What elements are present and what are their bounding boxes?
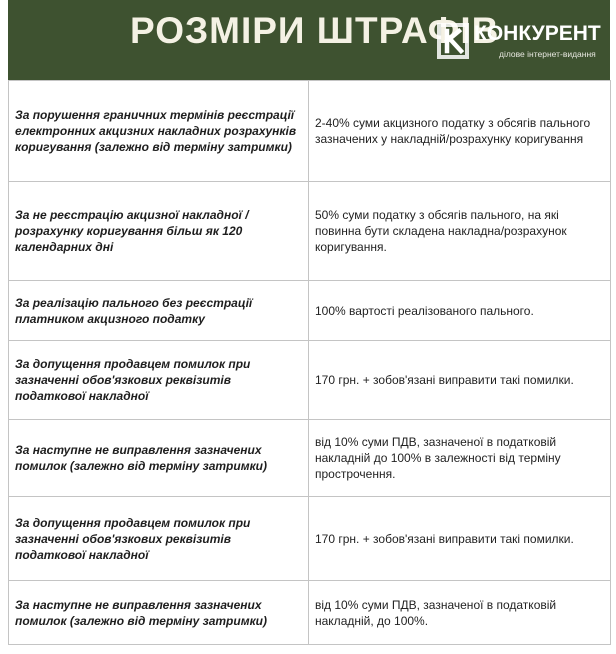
table-row <box>9 420 611 497</box>
violation-cell: За допущення продавцем помилок при зазначенні обов'язкових реквізитів податкової накладної <box>9 497 309 581</box>
penalty-cell: від 10% суми ПДВ, зазначеної в податковій накладній до 100% в залежності від терміну прострочення. <box>309 420 611 497</box>
table-row <box>9 497 611 581</box>
fines-table <box>8 80 611 645</box>
penalty-cell: 2-40% суми акцизного податку з обсягів пального зазначених у накладній/розрахунку коригування <box>309 81 611 182</box>
logo-tagline: ділове інтернет-видання <box>499 49 596 59</box>
violation-cell: За наступне не виправлення зазначених помилок (залежно від терміну затримки) <box>9 581 309 645</box>
penalty-cell: 170 грн. + зобов'язані виправити такі помилки. <box>309 497 611 581</box>
penalty-cell: 50% суми податку з обсягів пального, на які повинна бути складена накладна/розрахунок коригування. <box>309 182 611 281</box>
konkurent-logo-icon <box>436 22 470 60</box>
table-row <box>9 81 611 182</box>
violation-cell: За реалізацію пального без реєстрації платником акцизного податку <box>9 281 309 341</box>
table-row <box>9 341 611 420</box>
penalty-cell: від 10% суми ПДВ, зазначеної в податковій накладній, до 100%. <box>309 581 611 645</box>
penalty-cell: 170 грн. + зобов'язані виправити такі помилки. <box>309 341 611 420</box>
violation-cell: За допущення продавцем помилок при зазначенні обов'язкових реквізитів податкової накладної <box>9 341 309 420</box>
table-row <box>9 581 611 645</box>
logo-name: КОНКУРЕНТ <box>474 22 601 45</box>
header-banner <box>8 0 610 80</box>
table-row <box>9 182 611 281</box>
table-row <box>9 281 611 341</box>
page-title: РОЗМІРИ ШТРАФІВ <box>130 10 500 51</box>
violation-cell: За наступне не виправлення зазначених помилок (залежно від терміну затримки) <box>9 420 309 497</box>
violation-cell: За порушення граничних термінів реєстрації електронних акцизних накладних розрахунків коригування (залежно від терміну затримки) <box>9 81 309 182</box>
penalty-cell: 100% вартості реалізованого пального. <box>309 281 611 341</box>
violation-cell: За не реєстрацію акцизної накладної / розрахунку коригування більш як 120 календарних дні <box>9 182 309 281</box>
